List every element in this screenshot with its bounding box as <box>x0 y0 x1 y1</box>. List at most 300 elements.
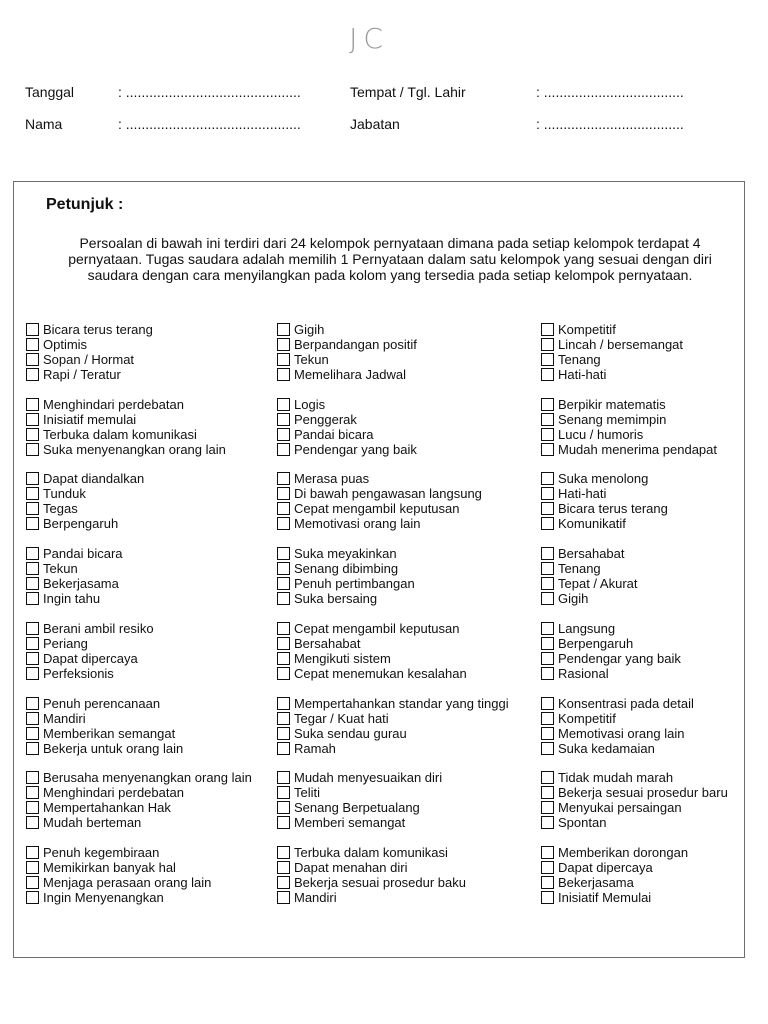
statement-option <box>26 815 252 830</box>
statement-group <box>26 322 153 382</box>
statement-group <box>541 621 681 681</box>
statement-label: Pandai bicara <box>294 427 374 442</box>
statement-label: Langsung <box>558 621 616 636</box>
statement-option <box>26 696 183 711</box>
statement-checkbox[interactable] <box>277 487 290 500</box>
statement-checkbox[interactable] <box>541 413 554 426</box>
statement-checkbox[interactable] <box>26 577 39 590</box>
statement-checkbox[interactable] <box>277 652 290 665</box>
statement-option <box>277 770 442 785</box>
statement-checkbox[interactable] <box>26 323 39 336</box>
statement-checkbox[interactable] <box>277 502 290 515</box>
statement-checkbox[interactable] <box>26 697 39 710</box>
statement-label: Memberi semangat <box>294 815 406 830</box>
statement-group <box>277 397 417 457</box>
statement-label: Berusaha menyenangkan orang lain <box>43 770 252 785</box>
statement-option <box>541 651 681 666</box>
statement-checkbox[interactable] <box>26 652 39 665</box>
statement-option <box>26 367 153 382</box>
statement-label: Berpengaruh <box>43 516 119 531</box>
statement-checkbox[interactable] <box>26 637 39 650</box>
statement-label: Cepat mengambil keputusan <box>294 621 460 636</box>
statement-checkbox[interactable] <box>541 592 554 605</box>
statement-checkbox[interactable] <box>26 443 39 456</box>
statement-label: Rasional <box>558 666 609 681</box>
statement-option <box>277 337 417 352</box>
statement-option <box>26 352 153 367</box>
statement-option <box>277 561 415 576</box>
statement-label: Suka menyenangkan orang lain <box>43 442 226 457</box>
statement-checkbox[interactable] <box>26 592 39 605</box>
statement-checkbox[interactable] <box>541 622 554 635</box>
statement-checkbox[interactable] <box>26 876 39 889</box>
statement-checkbox[interactable] <box>26 727 39 740</box>
statement-checkbox[interactable] <box>277 816 290 829</box>
statement-option <box>277 576 415 591</box>
statement-label: Penggerak <box>294 412 357 427</box>
statement-group <box>26 471 144 531</box>
statement-label: Tenang <box>558 561 601 576</box>
statement-label: Konsentrasi pada detail <box>558 696 694 711</box>
statement-checkbox[interactable] <box>277 742 290 755</box>
statement-option <box>541 397 717 412</box>
statement-option <box>26 800 252 815</box>
statement-checkbox[interactable] <box>26 547 39 560</box>
statement-label: Bersahabat <box>558 546 625 561</box>
statement-group <box>541 696 694 756</box>
statement-group <box>26 621 154 681</box>
statement-checkbox[interactable] <box>277 577 290 590</box>
statement-label: Menjaga perasaan orang lain <box>43 875 212 890</box>
statement-checkbox[interactable] <box>541 443 554 456</box>
statement-option <box>26 471 144 486</box>
statement-label: Suka kedamaian <box>558 741 655 756</box>
statement-option <box>277 860 466 875</box>
statement-label: Bekerjasama <box>43 576 119 591</box>
statement-group <box>277 845 466 905</box>
statement-checkbox[interactable] <box>277 771 290 784</box>
statement-label: Tekun <box>294 352 329 367</box>
statement-checkbox[interactable] <box>541 323 554 336</box>
statement-label: Suka bersaing <box>294 591 378 606</box>
statement-checkbox[interactable] <box>26 891 39 904</box>
statement-label: Menyukai persaingan <box>558 800 682 815</box>
statement-option <box>541 516 668 531</box>
statement-checkbox[interactable] <box>26 846 39 859</box>
statement-checkbox[interactable] <box>541 697 554 710</box>
statement-checkbox[interactable] <box>541 368 554 381</box>
statement-checkbox[interactable] <box>541 547 554 560</box>
statement-option <box>26 546 123 561</box>
statement-label: Cepat mengambil keputusan <box>294 501 460 516</box>
statement-option <box>26 516 144 531</box>
statement-checkbox[interactable] <box>277 323 290 336</box>
statement-option <box>277 486 482 501</box>
statement-group <box>541 770 728 830</box>
statement-option <box>541 800 728 815</box>
statement-label: Gigih <box>294 322 325 337</box>
statement-checkbox[interactable] <box>277 727 290 740</box>
statement-group <box>541 845 688 905</box>
tempat-tgl-lahir-label: Tempat / Tgl. Lahir <box>350 84 466 100</box>
statement-option <box>541 576 638 591</box>
statement-option <box>541 726 694 741</box>
statement-option <box>541 770 728 785</box>
statement-checkbox[interactable] <box>277 891 290 904</box>
statement-label: Hati-hati <box>558 486 607 501</box>
statement-option <box>26 486 144 501</box>
statement-group <box>277 471 482 531</box>
statement-option <box>26 621 154 636</box>
company-logo: JC <box>349 22 389 55</box>
statement-checkbox[interactable] <box>541 861 554 874</box>
statement-option <box>541 741 694 756</box>
statement-label: Di bawah pengawasan langsung <box>294 486 482 501</box>
statement-label: Kompetitif <box>558 711 616 726</box>
statement-option <box>541 711 694 726</box>
statement-label: Mempertahankan standar yang tinggi <box>294 696 509 711</box>
statement-label: Terbuka dalam komunikasi <box>294 845 448 860</box>
statement-option <box>541 427 717 442</box>
statement-checkbox[interactable] <box>277 697 290 710</box>
statement-label: Tekun <box>43 561 78 576</box>
statement-label: Bekerjasama <box>558 875 634 890</box>
statement-checkbox[interactable] <box>541 577 554 590</box>
statement-checkbox[interactable] <box>541 727 554 740</box>
statement-option <box>277 471 482 486</box>
statement-option <box>26 636 154 651</box>
statement-checkbox[interactable] <box>277 368 290 381</box>
statement-checkbox[interactable] <box>541 876 554 889</box>
statement-label: Spontan <box>558 815 607 830</box>
statement-checkbox[interactable] <box>26 562 39 575</box>
statement-label: Bersahabat <box>294 636 361 651</box>
statement-option <box>277 501 482 516</box>
statement-label: Terbuka dalam komunikasi <box>43 427 197 442</box>
statement-option <box>277 397 417 412</box>
statement-group <box>277 770 442 830</box>
nama-label: Nama <box>25 116 63 132</box>
statement-option <box>541 785 728 800</box>
statement-label: Berpikir matematis <box>558 397 666 412</box>
statement-option <box>26 860 211 875</box>
statement-label: Bekerja sesuai prosedur baku <box>294 875 466 890</box>
statement-checkbox[interactable] <box>541 771 554 784</box>
statement-option <box>541 412 717 427</box>
instructions-text: Persoalan di bawah ini terdiri dari 24 kelompok pernyataan dimana pada setiap kelompok terdapat 4 pernyataan. Tugas saudara adalah memilih 1 Pernyataan dalam satu kelompok yang sesuai dengan diri saudara dengan cara menyilangkan pada kolom yang tersedia pada setiap kelompok pernyataan. <box>68 235 712 283</box>
statement-checkbox[interactable] <box>26 472 39 485</box>
statement-checkbox[interactable] <box>26 861 39 874</box>
statement-option <box>26 651 154 666</box>
statement-label: Inisiatif Memulai <box>558 890 652 905</box>
statement-option <box>26 785 252 800</box>
statement-checkbox[interactable] <box>277 338 290 351</box>
statement-label: Mengikuti sistem <box>294 651 391 666</box>
statement-option <box>277 546 415 561</box>
statement-label: Pandai bicara <box>43 546 123 561</box>
statement-checkbox[interactable] <box>277 637 290 650</box>
statement-checkbox[interactable] <box>277 667 290 680</box>
statement-checkbox[interactable] <box>541 353 554 366</box>
statement-label: Bicara terus terang <box>43 322 153 337</box>
statement-label: Gigih <box>558 591 589 606</box>
statement-group <box>277 322 417 382</box>
statement-group <box>277 546 415 606</box>
statement-label: Mandiri <box>43 711 86 726</box>
statement-checkbox[interactable] <box>277 786 290 799</box>
statement-label: Komunikatif <box>558 516 626 531</box>
statement-option <box>26 666 154 681</box>
statement-checkbox[interactable] <box>541 652 554 665</box>
statement-label: Suka sendau gurau <box>294 726 407 741</box>
statement-option <box>277 875 466 890</box>
statement-option <box>277 352 417 367</box>
statement-label: Mandiri <box>294 890 337 905</box>
statement-checkbox[interactable] <box>541 712 554 725</box>
statement-checkbox[interactable] <box>541 398 554 411</box>
statement-label: Lucu / humoris <box>558 427 644 442</box>
statement-label: Optimis <box>43 337 88 352</box>
statement-option <box>277 591 415 606</box>
statement-checkbox[interactable] <box>541 786 554 799</box>
statement-option <box>26 741 183 756</box>
statement-option <box>277 711 509 726</box>
statement-option <box>541 696 694 711</box>
statement-option <box>541 621 681 636</box>
statement-label: Bicara terus terang <box>558 501 668 516</box>
statement-label: Memikirkan banyak hal <box>43 860 176 875</box>
statement-group <box>26 845 211 905</box>
statement-label: Menghindari perdebatan <box>43 397 184 412</box>
statement-option <box>277 636 467 651</box>
statement-option <box>277 741 509 756</box>
statement-checkbox[interactable] <box>541 742 554 755</box>
statement-label: Inisiatif memulai <box>43 412 137 427</box>
statement-label: Mudah menyesuaikan diri <box>294 770 443 785</box>
statement-checkbox[interactable] <box>541 816 554 829</box>
statement-option <box>277 516 482 531</box>
statement-label: Senang memimpin <box>558 412 667 427</box>
statement-label: Penuh pertimbangan <box>294 576 415 591</box>
statement-option <box>277 785 442 800</box>
statement-group <box>26 397 226 457</box>
statement-checkbox[interactable] <box>541 517 554 530</box>
instructions-title: Petunjuk : <box>46 196 124 213</box>
statement-option <box>541 875 688 890</box>
statement-checkbox[interactable] <box>541 846 554 859</box>
statement-option <box>277 845 466 860</box>
statement-option <box>26 875 211 890</box>
statement-option <box>26 397 226 412</box>
statement-checkbox[interactable] <box>277 547 290 560</box>
statement-checkbox[interactable] <box>26 667 39 680</box>
statement-checkbox[interactable] <box>277 592 290 605</box>
statement-option <box>541 546 638 561</box>
statement-label: Teliti <box>294 785 321 800</box>
statement-checkbox[interactable] <box>541 338 554 351</box>
statement-label: Dapat diandalkan <box>43 471 145 486</box>
statement-checkbox[interactable] <box>26 368 39 381</box>
statement-option <box>277 666 467 681</box>
statement-option <box>541 845 688 860</box>
statement-label: Suka meyakinkan <box>294 546 397 561</box>
statement-checkbox[interactable] <box>541 502 554 515</box>
statement-option <box>541 890 688 905</box>
statement-checkbox[interactable] <box>26 502 39 515</box>
statement-label: Memotivasi orang lain <box>558 726 685 741</box>
statement-checkbox[interactable] <box>26 413 39 426</box>
statement-group <box>277 696 509 756</box>
statement-checkbox[interactable] <box>541 562 554 575</box>
statement-label: Perfeksionis <box>43 666 114 681</box>
statement-checkbox[interactable] <box>26 742 39 755</box>
statement-checkbox[interactable] <box>26 487 39 500</box>
statement-checkbox[interactable] <box>26 801 39 814</box>
statement-option <box>277 890 466 905</box>
statement-checkbox[interactable] <box>277 398 290 411</box>
nama-field[interactable]: : ............................................. <box>118 116 301 132</box>
statement-option <box>541 352 683 367</box>
statement-label: Kompetitif <box>558 322 616 337</box>
statement-option <box>26 412 226 427</box>
statement-label: Mudah menerima pendapat <box>558 442 717 457</box>
jabatan-field[interactable]: : .................................... <box>536 116 684 132</box>
statement-label: Tenang <box>558 352 601 367</box>
statement-checkbox[interactable] <box>277 472 290 485</box>
statement-label: Mempertahankan Hak <box>43 800 171 815</box>
statement-label: Bekerja sesuai prosedur baru <box>558 785 728 800</box>
statement-checkbox[interactable] <box>541 472 554 485</box>
statement-checkbox[interactable] <box>277 846 290 859</box>
statement-group <box>541 397 717 457</box>
statement-checkbox[interactable] <box>26 338 39 351</box>
statement-label: Dapat menahan diri <box>294 860 408 875</box>
statement-checkbox[interactable] <box>26 622 39 635</box>
statement-label: Memotivasi orang lain <box>294 516 421 531</box>
statement-label: Ramah <box>294 741 336 756</box>
statement-checkbox[interactable] <box>26 428 39 441</box>
statement-checkbox[interactable] <box>541 428 554 441</box>
statement-label: Penuh perencanaan <box>43 696 161 711</box>
statement-checkbox[interactable] <box>277 428 290 441</box>
statement-checkbox[interactable] <box>277 861 290 874</box>
statement-option <box>541 561 638 576</box>
statement-label: Sopan / Hormat <box>43 352 135 367</box>
statement-group <box>541 471 668 531</box>
statement-label: Berani ambil resiko <box>43 621 154 636</box>
statement-checkbox[interactable] <box>541 801 554 814</box>
statement-label: Periang <box>43 636 88 651</box>
statement-option <box>26 427 226 442</box>
statement-label: Berpandangan positif <box>294 337 417 352</box>
tempat-tgl-lahir-field[interactable]: : .................................... <box>536 84 684 100</box>
statement-label: Bekerja untuk orang lain <box>43 741 184 756</box>
statement-checkbox[interactable] <box>277 876 290 889</box>
statement-checkbox[interactable] <box>277 443 290 456</box>
statement-checkbox[interactable] <box>277 413 290 426</box>
statement-checkbox[interactable] <box>277 712 290 725</box>
statement-option <box>277 621 467 636</box>
statement-option <box>26 561 123 576</box>
statement-option <box>541 337 683 352</box>
statement-checkbox[interactable] <box>541 891 554 904</box>
statement-option <box>277 412 417 427</box>
statement-checkbox[interactable] <box>541 667 554 680</box>
jabatan-label: Jabatan <box>350 116 400 132</box>
statement-option <box>26 890 211 905</box>
statement-group <box>26 696 183 756</box>
statement-checkbox[interactable] <box>26 771 39 784</box>
statement-option <box>277 815 442 830</box>
statement-label: Lincah / bersemangat <box>558 337 684 352</box>
statement-checkbox[interactable] <box>541 637 554 650</box>
statement-option <box>541 591 638 606</box>
tanggal-label: Tanggal <box>25 84 75 100</box>
statement-checkbox[interactable] <box>277 353 290 366</box>
statement-checkbox[interactable] <box>541 487 554 500</box>
statement-option <box>541 442 717 457</box>
statement-option <box>26 337 153 352</box>
statement-checkbox[interactable] <box>26 517 39 530</box>
statement-option <box>26 770 252 785</box>
statement-checkbox[interactable] <box>277 517 290 530</box>
statement-option <box>277 367 417 382</box>
statement-group <box>541 322 683 382</box>
statement-option <box>541 471 668 486</box>
statement-option <box>26 501 144 516</box>
statement-label: Ingin Menyenangkan <box>43 890 164 905</box>
statement-label: Mudah berteman <box>43 815 142 830</box>
statement-group <box>26 546 123 606</box>
statement-option <box>277 726 509 741</box>
statement-option <box>26 322 153 337</box>
statement-label: Hati-hati <box>558 367 607 382</box>
statement-label: Senang Berpetualang <box>294 800 420 815</box>
statement-label: Cepat menemukan kesalahan <box>294 666 467 681</box>
statement-checkbox[interactable] <box>277 801 290 814</box>
statement-option <box>541 322 683 337</box>
statement-option <box>541 636 681 651</box>
statement-label: Memberikan semangat <box>43 726 176 741</box>
statement-label: Senang dibimbing <box>294 561 399 576</box>
statement-checkbox[interactable] <box>26 712 39 725</box>
statement-checkbox[interactable] <box>277 562 290 575</box>
statement-group <box>277 621 467 681</box>
statement-option <box>541 367 683 382</box>
statement-label: Tidak mudah marah <box>558 770 674 785</box>
tanggal-field[interactable]: : ............................................. <box>118 84 301 100</box>
statement-label: Logis <box>294 397 326 412</box>
statement-label: Tepat / Akurat <box>558 576 638 591</box>
statement-checkbox[interactable] <box>277 622 290 635</box>
statement-label: Tegar / Kuat hati <box>294 711 389 726</box>
statement-checkbox[interactable] <box>26 353 39 366</box>
statement-option <box>277 800 442 815</box>
statement-label: Dapat dipercaya <box>43 651 138 666</box>
statement-option <box>277 696 509 711</box>
statement-option <box>277 322 417 337</box>
statement-checkbox[interactable] <box>26 398 39 411</box>
statement-label: Dapat dipercaya <box>558 860 653 875</box>
statement-option <box>277 651 467 666</box>
statement-label: Penuh kegembiraan <box>43 845 160 860</box>
statement-option <box>26 591 123 606</box>
statement-label: Pendengar yang baik <box>558 651 681 666</box>
statement-option <box>26 576 123 591</box>
statement-checkbox[interactable] <box>26 816 39 829</box>
statement-checkbox[interactable] <box>26 786 39 799</box>
statement-option <box>541 666 681 681</box>
